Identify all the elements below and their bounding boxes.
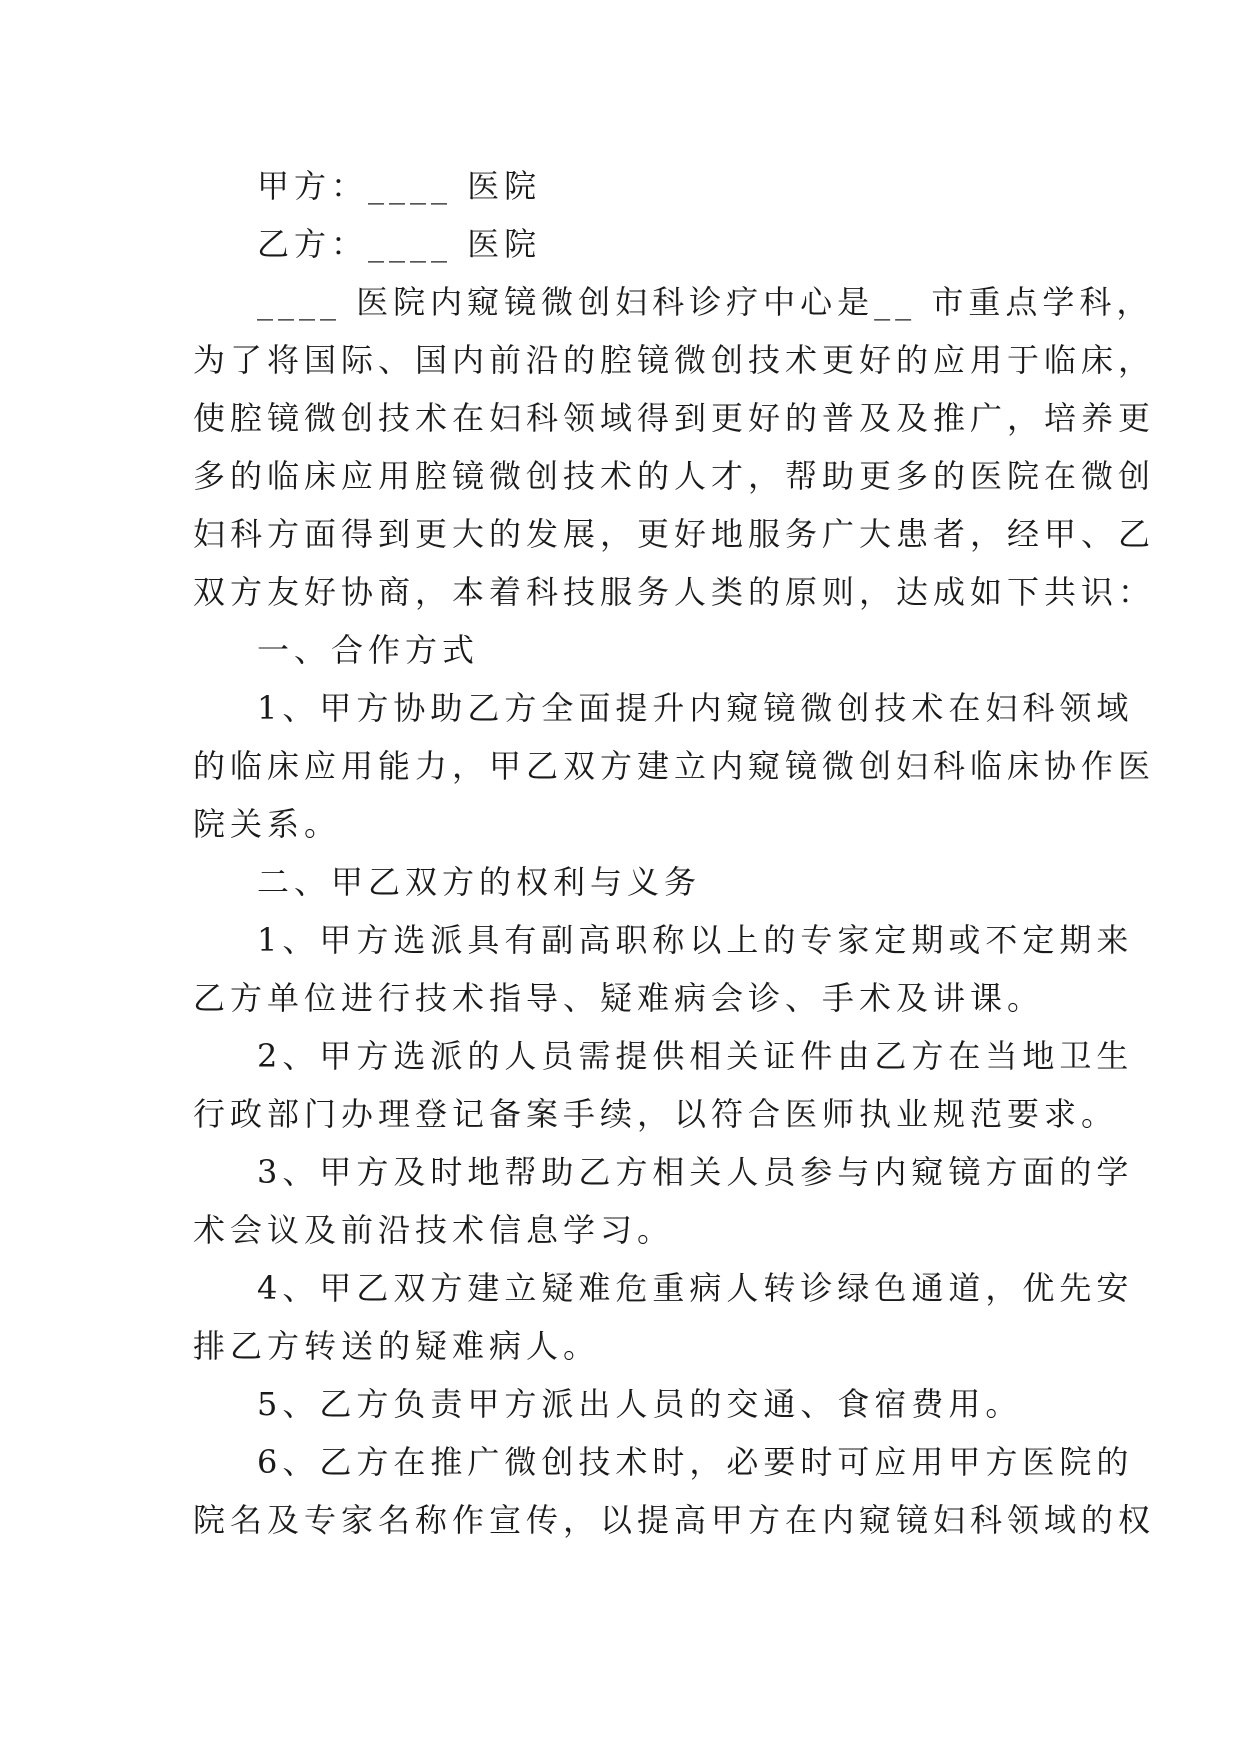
intro-line-2: 为了将国际、国内前沿的腔镜微创技术更好的应用于临床， [193, 341, 1156, 379]
party-a-line: 甲方：____ 医院 [257, 167, 542, 205]
clause-2-4-line-2: 排乙方转送的疑难病人。 [193, 1327, 601, 1365]
clause-1-1-line-2: 的临床应用能力，甲乙双方建立内窥镜微创妇科临床协作医 [193, 747, 1156, 785]
clause-1-1-line-1: 1、甲方协助乙方全面提升内窥镜微创技术在妇科领域 [257, 689, 1134, 727]
clause-2-6-line-2: 院名及专家名称作宣传，以提高甲方在内窥镜妇科领域的权 [193, 1501, 1156, 1539]
clause-2-6-line-1: 6、乙方在推广微创技术时，必要时可应用甲方医院的 [257, 1443, 1134, 1481]
section-heading-2: 二、甲乙双方的权利与义务 [257, 863, 702, 901]
clause-2-2-line-1: 2、甲方选派的人员需提供相关证件由乙方在当地卫生 [257, 1037, 1134, 1075]
clause-2-3-line-2: 术会议及前沿技术信息学习。 [193, 1211, 675, 1249]
intro-line-5: 妇科方面得到更大的发展，更好地服务广大患者，经甲、乙 [193, 515, 1156, 553]
intro-line-1: ____ 医院内窥镜微创妇科诊疗中心是__ 市重点学科， [257, 283, 1154, 321]
party-b-line: 乙方：____ 医院 [257, 225, 542, 263]
clause-1-1-line-3: 院关系。 [193, 805, 342, 843]
intro-line-4: 多的临床应用腔镜微创技术的人才，帮助更多的医院在微创 [193, 457, 1156, 495]
clause-2-1-line-1: 1、甲方选派具有副高职称以上的专家定期或不定期来 [257, 921, 1134, 959]
intro-line-3: 使腔镜微创技术在妇科领域得到更好的普及及推广，培养更 [193, 399, 1156, 437]
intro-line-6: 双方友好协商，本着科技服务人类的原则，达成如下共识： [193, 573, 1156, 611]
section-heading-1: 一、合作方式 [257, 631, 480, 669]
clause-2-3-line-1: 3、甲方及时地帮助乙方相关人员参与内窥镜方面的学 [257, 1153, 1134, 1191]
clause-2-2-line-2: 行政部门办理登记备案手续，以符合医师执业规范要求。 [193, 1095, 1119, 1133]
clause-2-4-line-1: 4、甲乙双方建立疑难危重病人转诊绿色通道，优先安 [257, 1269, 1134, 1307]
clause-2-5-line-1: 5、乙方负责甲方派出人员的交通、食宿费用。 [257, 1385, 1023, 1423]
clause-2-1-line-2: 乙方单位进行技术指导、疑难病会诊、手术及讲课。 [193, 979, 1045, 1017]
